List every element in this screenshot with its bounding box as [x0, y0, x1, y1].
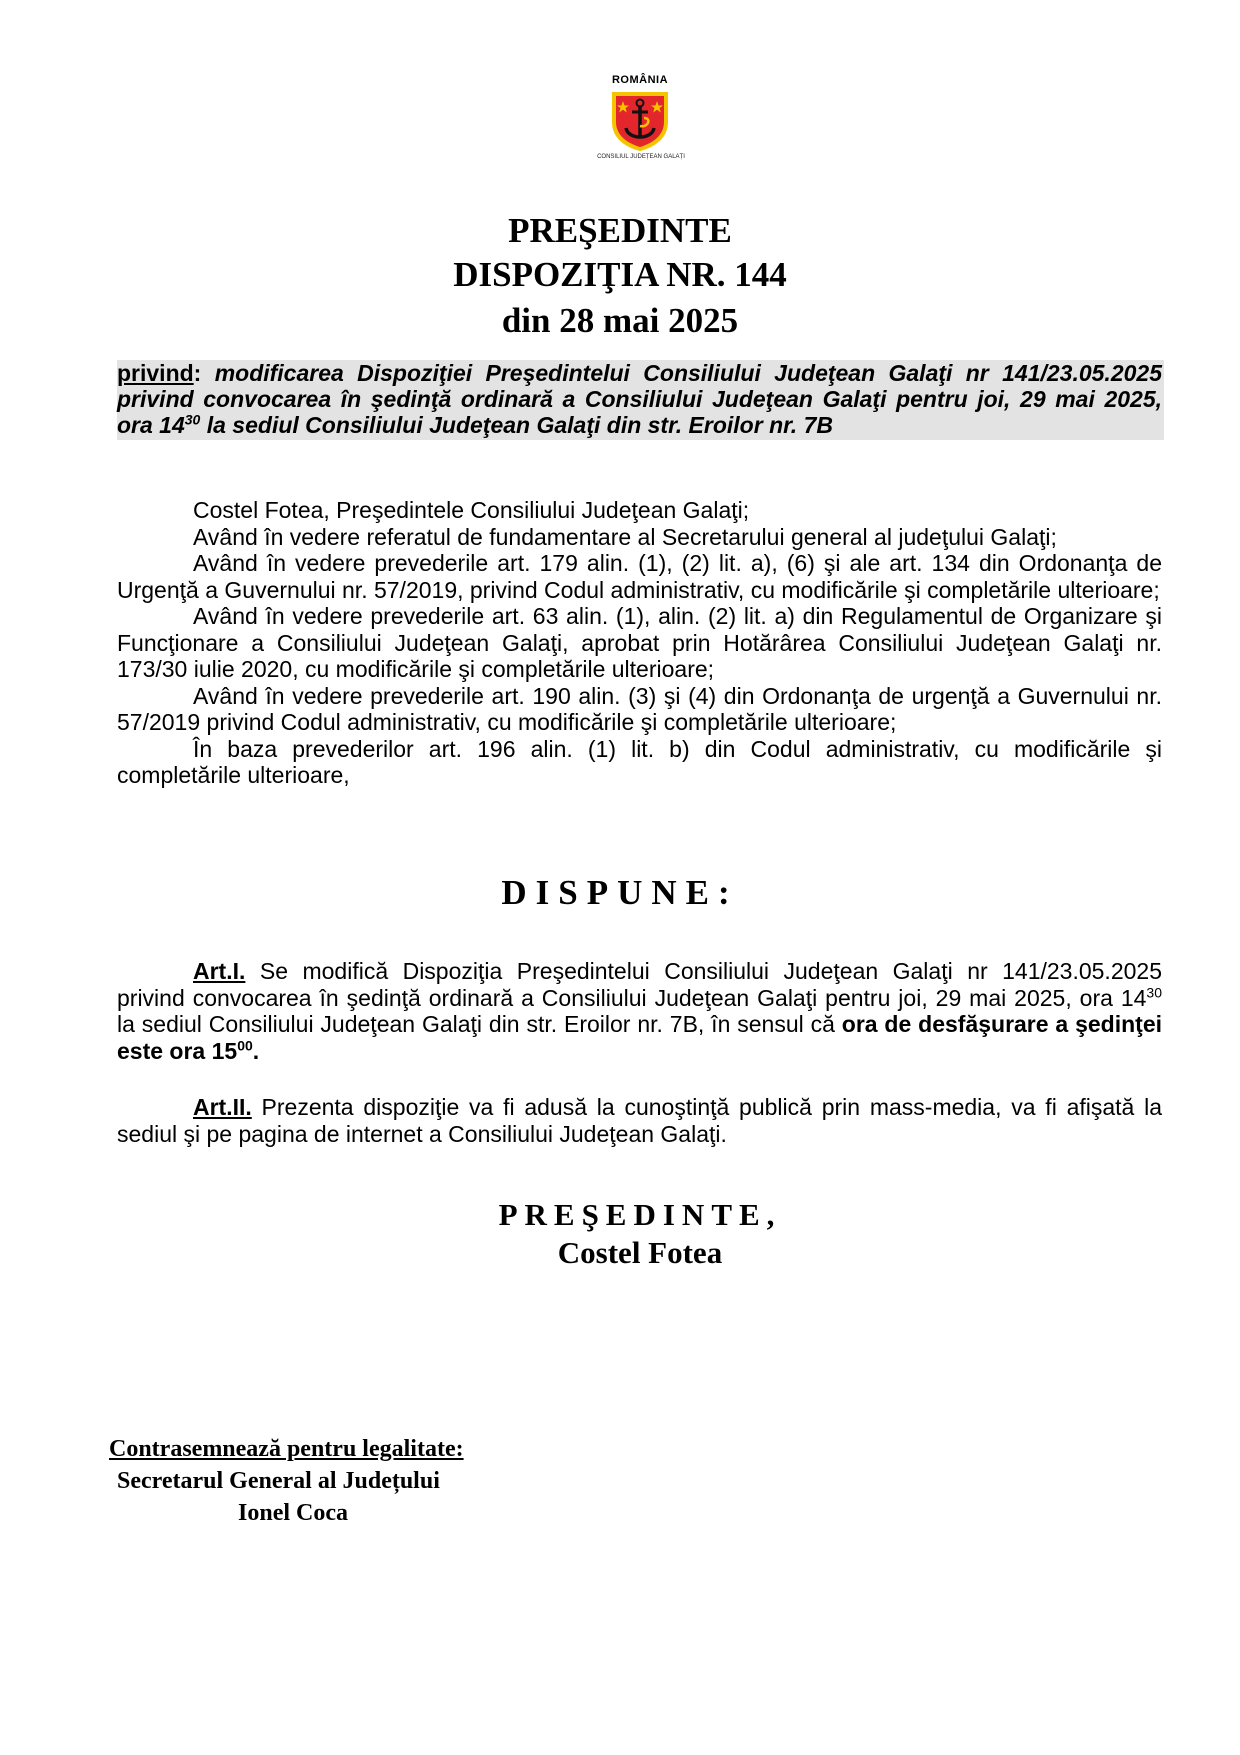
county-crest	[590, 74, 690, 166]
subject-text-end: la sediul Consiliului Judeţean Galaţi din str. Eroilor nr. 7B	[200, 412, 833, 438]
article-1-superscript: 30	[1146, 983, 1162, 1000]
article-1-text: Se modifică Dispoziţia Preşedintelui Consiliului Judeţean Galaţi nr 141/23.05.2025 privind convocarea în şedinţă ordinară a Consiliului Judeţean Galaţi pentru joi, 29 mai 2025, ora 14	[117, 958, 1162, 1011]
article-1-label: Art.I.	[193, 958, 246, 984]
article-1	[117, 958, 1162, 1064]
subject-superscript: 30	[184, 411, 201, 428]
president-heading: PREŞEDINTE	[508, 211, 732, 250]
article-1-end: .	[252, 1037, 260, 1064]
article-2-label: Art.II.	[193, 1094, 252, 1120]
county-coat-of-arms-anchor-icon	[608, 88, 672, 152]
preamble	[117, 497, 1162, 789]
disposition-date: din 28 mai 2025	[501, 301, 739, 340]
preamble-paragraph: Având în vedere prevederile art. 190 alin. (3) şi (4) din Ordonanţa de urgenţă a Guvernului nr. 57/2019 privind Codul administrativ, cu modificările şi completările ulterioare;	[117, 682, 1162, 735]
subject-text: modificarea Dispoziţiei Preşedintelui Consiliului Judeţean Galaţi nr 141/23.05.2025 privind convocarea în şedinţă ordinară a Consiliului Judeţean Galaţi pentru joi, 29 mai 2025, ora 14	[117, 360, 1162, 438]
article-2-paragraph	[117, 1094, 1162, 1147]
preamble-paragraph: Având în vedere prevederile art. 63 alin. (1), alin. (2) lit. a) din Regulamentul de Organizare şi Funcţionare a Consiliului Judeţean Galaţi, aprobat prin Hotărârea Consiliului Judeţean Galaţi nr. 173/30 iulie 2020, cu modificările şi completările ulterioare;	[117, 603, 1162, 682]
article-1-text-cont: la sediul Consiliului Judeţean Galaţi din str. Eroilor nr. 7B, în sensul că	[117, 1011, 842, 1037]
preamble-paragraph: În baza prevederilor art. 196 alin. (1) lit. b) din Codul administrativ, cu modificările şi completările ulterioare,	[117, 735, 1162, 788]
preamble-paragraph: Având în vedere referatul de fundamentare al Secretarului general al judeţului Galaţi;	[193, 523, 1057, 550]
subject-block: privind: modificarea Dispoziţiei Preşedintelui Consiliului Judeţean Galaţi nr 141/23.05.2025 privind convocarea în şedinţă ordinară a Consiliului Judeţean Galaţi pentru joi, 29 mai 2025, ora $14^{30}$ la sediul Consiliului Judeţean Galaţi din str. Eroilor nr. 7B	[117, 360, 1162, 438]
countersign-role: Secretarul General al Județului	[117, 1468, 440, 1494]
article-1-bold-text: ora de desfăşurare a şedinţei este ora 15	[117, 1011, 1162, 1064]
crest-ribbon-label: CONSILIUL JUDEȚEAN GALAȚI	[597, 154, 685, 160]
article-2	[117, 1094, 1162, 1147]
disposition-number: DISPOZIŢIA NR. 144	[453, 255, 787, 294]
dispune-heading: DISPUNE:	[501, 873, 739, 912]
subject-lead: privind	[117, 360, 194, 386]
countersign-name: Ionel Coca	[238, 1500, 348, 1526]
signature-title: PREŞEDINTE,	[498, 1197, 782, 1232]
article-1-paragraph	[117, 958, 1162, 1064]
preamble-paragraph: Având în vedere prevederile art. 179 alin. (1), (2) lit. a), (6) şi ale art. 134 din Ordonanţa de Urgenţă a Guvernului nr. 57/2019, privind Codul administrativ, cu modificările şi completările ulterioare;	[117, 550, 1162, 603]
countersign-label: Contrasemnează pentru legalitate:	[109, 1436, 464, 1462]
signature-name: Costel Fotea	[557, 1235, 723, 1270]
article-1-bold-superscript: 00	[237, 1036, 253, 1053]
crest-country-label: ROMÂNIA	[611, 74, 669, 86]
preamble-paragraph: Costel Fotea, Preşedintele Consiliului Judeţean Galaţi;	[193, 497, 750, 523]
article-2-text: Prezenta dispoziţie va fi adusă la cunoştinţă publică prin mass-media, va fi afişată la sediul şi pe pagina de internet a Consiliului Judeţean Galaţi.	[117, 1094, 1162, 1147]
